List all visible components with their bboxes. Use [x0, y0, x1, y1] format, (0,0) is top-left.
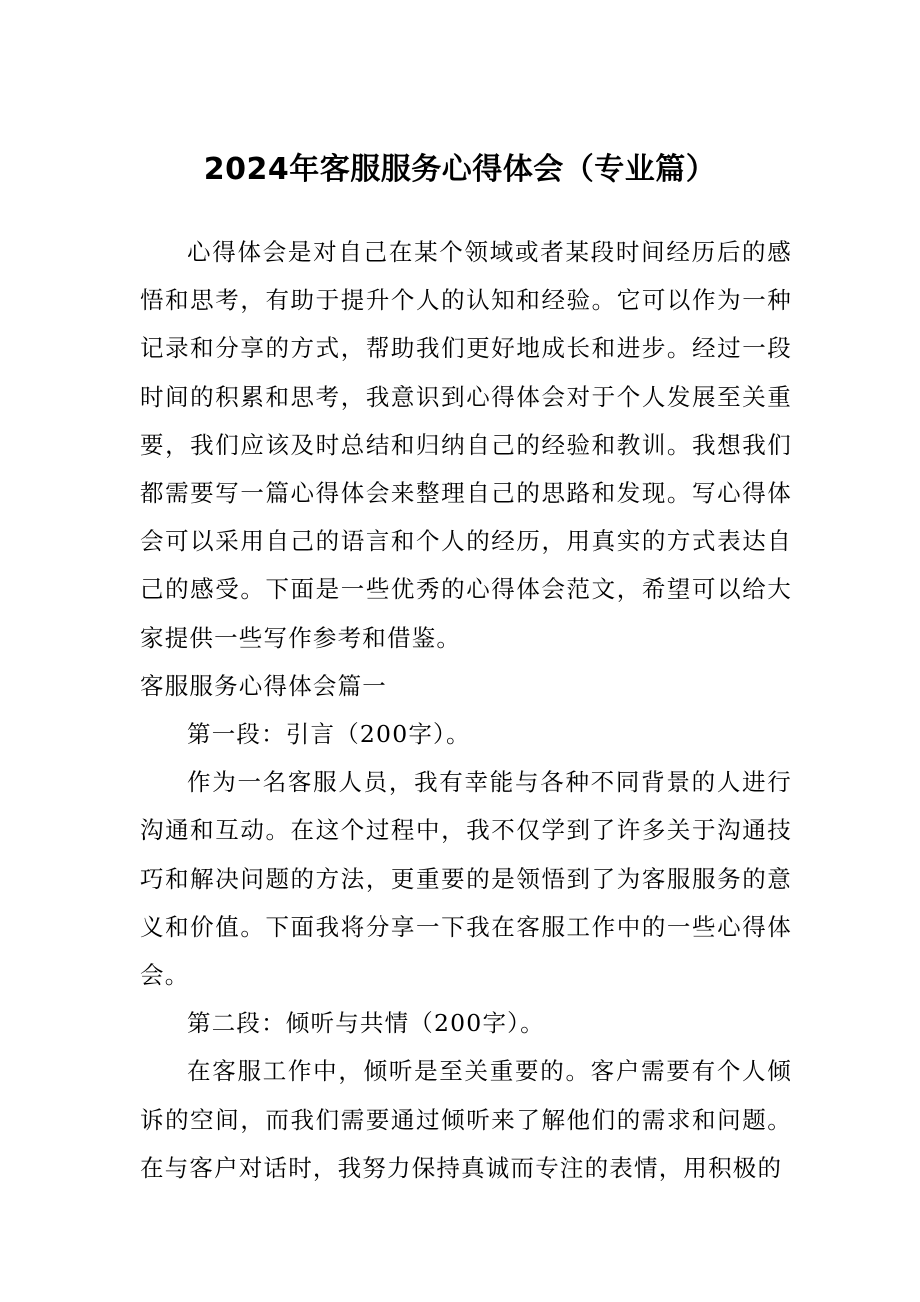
- paragraph-intro-body: 作为一名客服人员，我有幸能与各种不同背景的人进行沟通和互动。在这个过程中，我不仅学到了许多关于沟通技巧和解决问题的方法，更重要的是领悟到了为客服服务的意义和价值。下面我将分享一下我在客服工作中的一些心得体会。: [140, 768, 792, 990]
- subheading-listening: 第二段：倾听与共情（200字）。: [187, 1009, 545, 1038]
- section-heading: 客服服务心得体会篇一: [140, 671, 387, 700]
- subheading-intro: 第一段：引言（200字）。: [187, 720, 471, 749]
- intro-paragraph: 心得体会是对自己在某个领域或者某段时间经历后的感悟和思考，有助于提升个人的认知和经验。它可以作为一种记录和分享的方式，帮助我们更好地成长和进步。经过一段时间的积累和思考，我意识到心得体会对于个人发展至关重要，我们应该及时总结和归纳自己的经验和教训。我想我们都需要写一篇心得体会来整理自己的思路和发现。写心得体会可以采用自己的语言和个人的经历，用真实的方式表达自己的感受。下面是一些优秀的心得体会范文，希望可以给大家提供一些写作参考和借鉴。: [140, 238, 792, 652]
- document-title: 2024年客服服务心得体会（专业篇）: [203, 152, 717, 187]
- document-body: [140, 228, 792, 1192]
- paragraph-listening-body: 在客服工作中，倾听是至关重要的。客户需要有个人倾诉的空间，而我们需要通过倾听来了解他们的需求和问题。在与客户对话时，我努力保持真诚而专注的表情，用积极的: [140, 1057, 792, 1182]
